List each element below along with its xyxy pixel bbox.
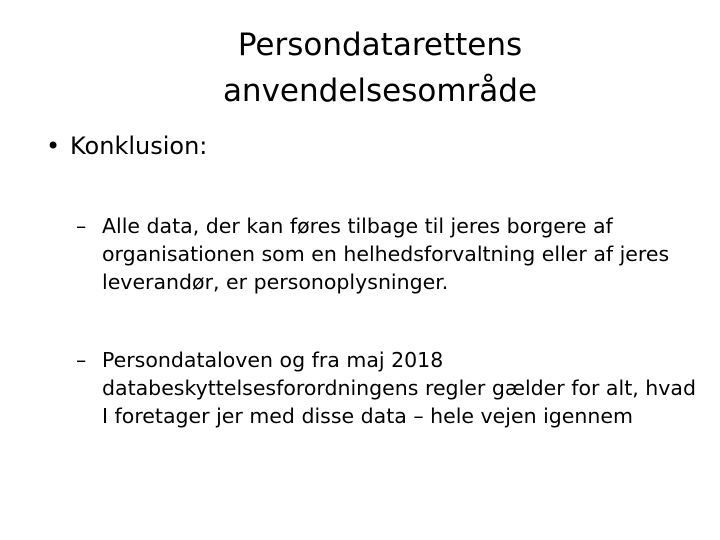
main-bullet-text: Konklusion: <box>70 132 208 160</box>
sub-bullet-dash: – <box>76 214 87 238</box>
title-line-2: anvendelsesområde <box>222 73 538 109</box>
sub-bullet-2 <box>76 346 706 430</box>
bullet-dot: • <box>46 132 61 160</box>
sub-bullet-1-text: Alle data, der kan føres tilbage til jeres borgere af organisationen som en helhedsforvaltning eller af jeres leverandør, er personoplysninger. <box>102 214 670 294</box>
sub-bullet-2-text: Persondataloven og fra maj 2018 databeskyttelsesforordningens regler gælder for alt, hvad I foretager jer med disse data – hele vejen igennem <box>102 348 696 428</box>
sub-bullet-dash: – <box>76 348 87 372</box>
main-bullet <box>46 128 207 164</box>
title-line-1: Persondatarettens <box>237 27 523 63</box>
sub-bullet-1 <box>76 212 706 296</box>
slide-title <box>120 22 640 114</box>
